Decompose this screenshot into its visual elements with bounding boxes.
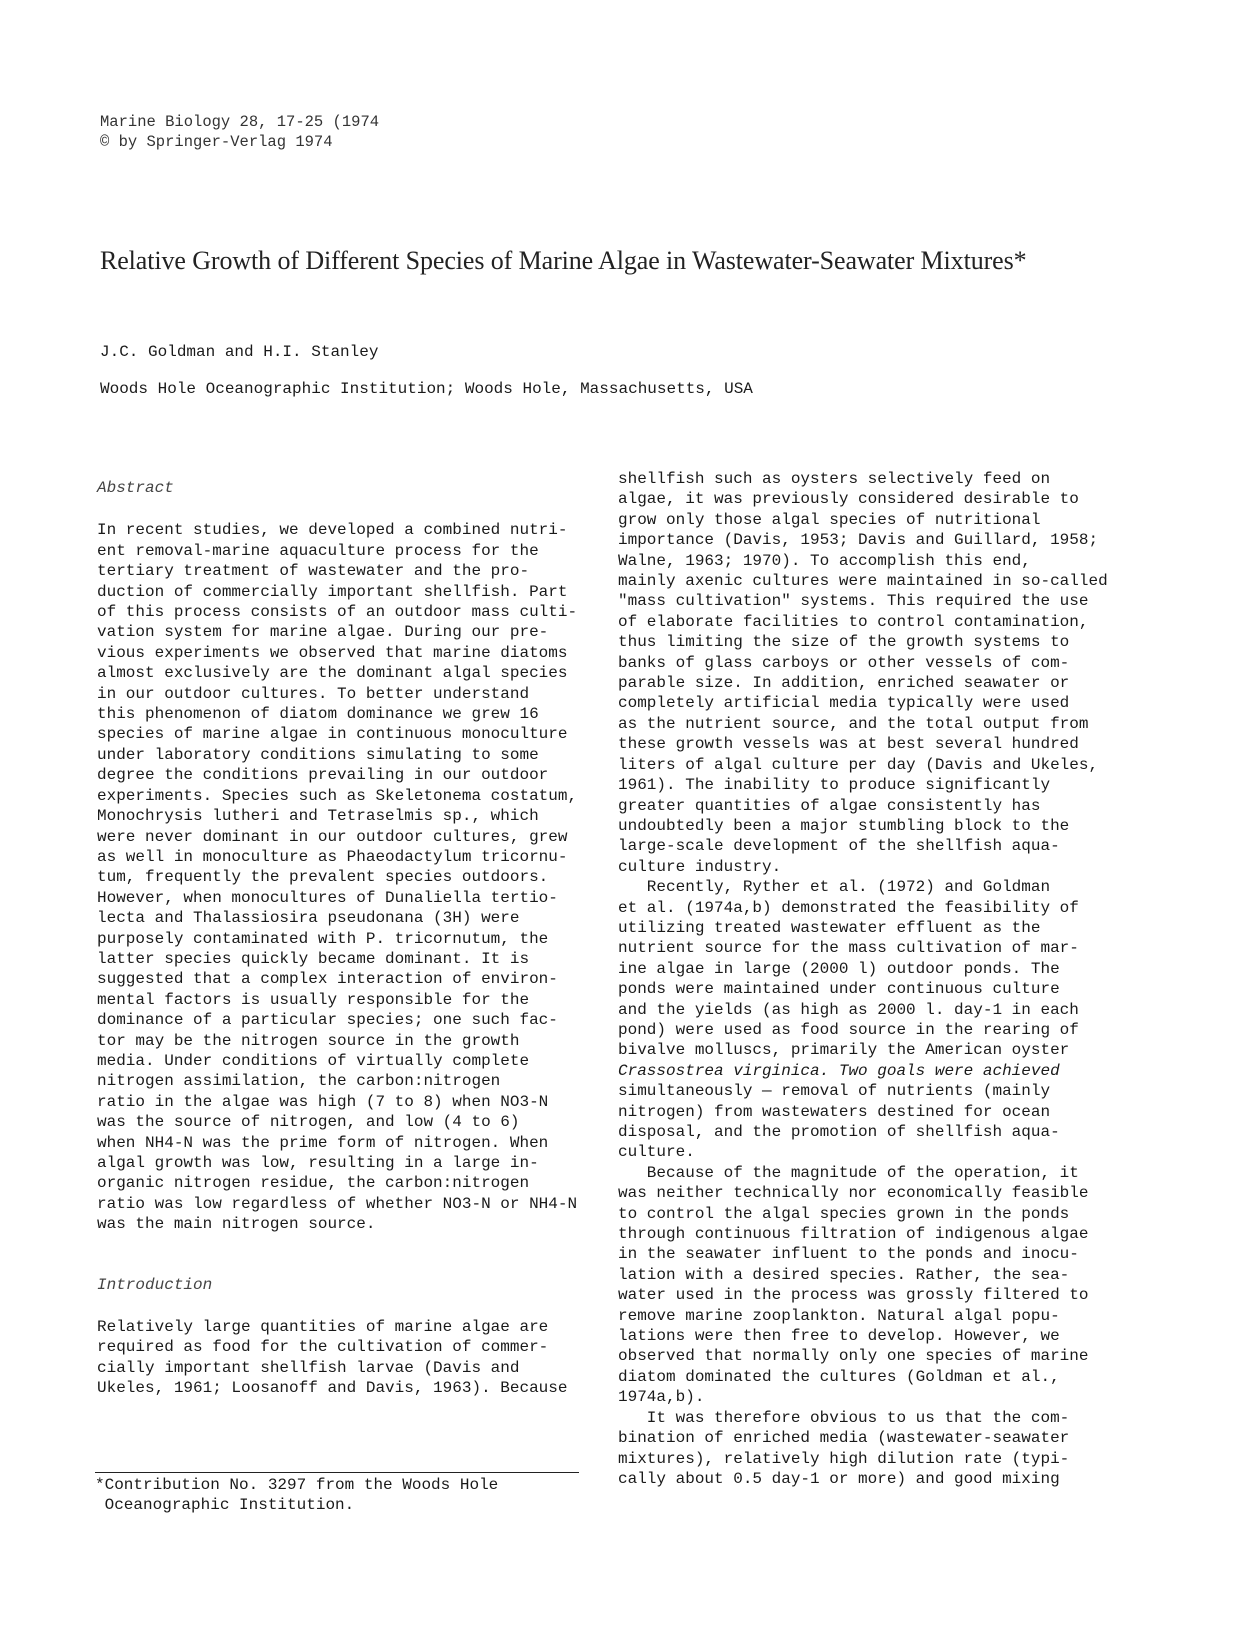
intro-line: Relatively large quantities of marine algae are	[97, 1318, 549, 1337]
abstract-line: ent removal-marine aquaculture process for the	[97, 541, 539, 560]
body-line: in the seawater influent to the ponds and inocu-	[618, 1245, 1079, 1264]
left-column	[97, 478, 617, 1399]
abstract-line: purposely contaminated with P. tricornutum, the	[97, 929, 549, 948]
abstract-line: vation system for marine algae. During our pre-	[97, 623, 549, 642]
body-line: observed that normally only one species of marine	[618, 1347, 1089, 1366]
abstract-line: nitrogen assimilation, the carbon:nitrogen	[97, 1072, 501, 1091]
paragraph-4	[618, 1408, 1138, 1490]
intro-line: required as food for the cultivation of commer-	[97, 1338, 549, 1357]
abstract-line: almost exclusively are the dominant algal species	[97, 664, 568, 683]
footnote-line: Oceanographic Institution.	[95, 1496, 355, 1514]
body-line: Crassostrea virginica. Two goals were achieved	[618, 1061, 1060, 1080]
abstract-line: mental factors is usually responsible for the	[97, 990, 530, 1009]
body-line: and the yields (as high as 2000 l. day-1 in each	[618, 1000, 1079, 1019]
abstract-line: ratio was low regardless of whether NO3-N or NH4-N	[97, 1194, 578, 1213]
right-column	[618, 469, 1138, 1489]
paragraph-2	[618, 877, 1138, 1163]
abstract-line: this phenomenon of diatom dominance we grew 16	[97, 705, 539, 724]
body-line: mainly axenic cultures were maintained in so-called	[618, 572, 1108, 591]
abstract-line: However, when monocultures of Dunaliella tertio-	[97, 888, 558, 907]
abstract-line: In recent studies, we developed a combined nutri-	[97, 521, 568, 540]
body-line: mixtures), relatively high dilution rate (typi-	[618, 1449, 1070, 1468]
body-line: It was therefore obvious to us that the com-	[618, 1408, 1070, 1427]
body-line: remove marine zooplankton. Natural algal popu-	[618, 1306, 1060, 1325]
abstract-line: in our outdoor cultures. To better understand	[97, 684, 530, 703]
abstract-line: duction of commercially important shellfish. Part	[97, 582, 568, 601]
body-line: was neither technically nor economically feasible	[618, 1184, 1089, 1203]
intro-line: cially important shellfish larvae (Davis and	[97, 1358, 520, 1377]
authors: J.C. Goldman and H.I. Stanley	[100, 343, 379, 361]
abstract-line: was the source of nitrogen, and low (4 to 6)	[97, 1113, 520, 1132]
abstract-line: dominance of a particular species; one such fac-	[97, 1011, 558, 1030]
journal-citation	[100, 112, 379, 152]
body-line: "mass cultivation" systems. This required the use	[618, 592, 1089, 611]
introduction-body	[97, 1317, 617, 1399]
body-line: Because of the magnitude of the operation, it	[618, 1163, 1079, 1182]
body-line: pond) were used as food source in the rearing of	[618, 1020, 1079, 1039]
footnote-divider	[95, 1472, 579, 1473]
paragraph-1	[618, 469, 1138, 877]
abstract-line: when NH4-N was the prime form of nitrogen. When	[97, 1133, 549, 1152]
body-line: completely artificial media typically were used	[618, 694, 1070, 713]
introduction-heading: Introduction	[97, 1275, 213, 1294]
body-line: large-scale development of the shellfish aqua-	[618, 837, 1060, 856]
abstract-line: tum, frequently the prevalent species outdoors.	[97, 868, 549, 887]
body-line: through continuous filtration of indigenous algae	[618, 1225, 1089, 1244]
affiliation: Woods Hole Oceanographic Institution; Woods Hole, Massachusetts, USA	[100, 380, 753, 398]
body-line: water used in the process was grossly filtered to	[618, 1286, 1089, 1305]
abstract-line: media. Under conditions of virtually complete	[97, 1051, 530, 1070]
body-line: Recently, Ryther et al. (1972) and Goldman	[618, 878, 1051, 897]
abstract-line: suggested that a complex interaction of environ-	[97, 970, 558, 989]
body-line: importance (Davis, 1953; Davis and Guillard, 1958;	[618, 531, 1099, 550]
body-line: parable size. In addition, enriched seawater or	[618, 674, 1070, 693]
abstract-line: tor may be the nitrogen source in the growth	[97, 1031, 520, 1050]
abstract-body	[97, 520, 617, 1234]
body-line: disposal, and the promotion of shellfish aqua-	[618, 1123, 1060, 1141]
abstract-heading: Abstract	[97, 479, 174, 497]
body-line: Walne, 1963; 1970). To accomplish this end,	[618, 551, 1031, 570]
body-line: to control the algal species grown in the ponds	[618, 1204, 1070, 1223]
body-line: simultaneously — removal of nutrients (mainly	[618, 1082, 1051, 1101]
body-line: liters of algal culture per day (Davis and Ukeles,	[618, 755, 1099, 774]
abstract-line: vious experiments we observed that marine diatoms	[97, 643, 568, 662]
body-line: these growth vessels was at best several hundred	[618, 735, 1079, 754]
abstract-line: experiments. Species such as Skeletonema costatum,	[97, 786, 578, 805]
abstract-line: was the main nitrogen source.	[97, 1215, 376, 1234]
body-line: nutrient source for the mass cultivation of mar-	[618, 939, 1079, 958]
abstract-line: lecta and Thalassiosira pseudonana (3H) were	[97, 909, 520, 928]
body-line: undoubtedly been a major stumbling block to the	[618, 816, 1070, 835]
abstract-line: ratio in the algae was high (7 to 8) when NO3-N	[97, 1092, 549, 1111]
paragraph-3	[618, 1163, 1138, 1408]
body-line: ine algae in large (2000 l) outdoor ponds. The	[618, 959, 1060, 978]
intro-line: Ukeles, 1961; Loosanoff and Davis, 1963). Because	[97, 1379, 568, 1398]
abstract-line: algal growth was low, resulting in a large in-	[97, 1154, 539, 1172]
body-line: banks of glass carboys or other vessels of com-	[618, 653, 1070, 672]
body-line: thus limiting the size of the growth systems to	[618, 633, 1070, 652]
abstract-line: latter species quickly became dominant. It is	[97, 949, 530, 968]
abstract-line: under laboratory conditions simulating to some	[97, 745, 539, 764]
abstract-line: of this process consists of an outdoor mass culti-	[97, 603, 578, 622]
body-line: 1961). The inability to produce significantly	[618, 776, 1051, 795]
abstract-line: organic nitrogen residue, the carbon:nitrogen	[97, 1174, 530, 1193]
copyright-line: © by Springer-Verlag 1974	[100, 133, 333, 151]
footnote	[95, 1475, 498, 1515]
body-line: culture.	[618, 1143, 695, 1162]
body-line: 1974a,b).	[618, 1388, 705, 1407]
body-line: shellfish such as oysters selectively feed on	[618, 470, 1051, 488]
body-line: algae, it was previously considered desirable to	[618, 490, 1079, 509]
body-line: utilizing treated wastewater effluent as the	[618, 918, 1041, 937]
body-line: as the nutrient source, and the total output from	[618, 714, 1089, 733]
abstract-line: Monochrysis lutheri and Tetraselmis sp., which	[97, 807, 539, 826]
body-line: lations were then free to develop. However, we	[618, 1327, 1060, 1346]
journal-volume: Marine Biology 28, 17-25 (1974	[100, 113, 380, 131]
body-line: nitrogen) from wastewaters destined for ocean	[618, 1102, 1051, 1121]
body-line: bivalve molluscs, primarily the American oyster	[618, 1041, 1070, 1060]
body-line: culture industry.	[618, 857, 782, 876]
paper-title: Relative Growth of Different Species of Marine Algae in Wastewater-Seawater Mixtures*	[100, 246, 1027, 275]
body-line: of elaborate facilities to control contamination,	[618, 612, 1089, 631]
abstract-line: were never dominant in our outdoor cultures, grew	[97, 827, 568, 846]
body-line: ponds were maintained under continuous culture	[618, 980, 1060, 999]
footnote-line: *Contribution No. 3297 from the Woods Hole	[95, 1476, 499, 1494]
body-line: grow only those algal species of nutritional	[618, 510, 1041, 529]
abstract-line: tertiary treatment of wastewater and the pro-	[97, 562, 530, 581]
abstract-line: as well in monoculture as Phaeodactylum tricornu-	[97, 847, 568, 866]
body-line: greater quantities of algae consistently has	[618, 796, 1041, 815]
abstract-line: degree the conditions prevailing in our outdoor	[97, 766, 549, 785]
body-line: bination of enriched media (wastewater-seawater	[618, 1429, 1070, 1448]
body-line: lation with a desired species. Rather, the sea-	[618, 1265, 1070, 1284]
body-line: cally about 0.5 day-1 or more) and good mixing	[618, 1469, 1060, 1488]
body-line: diatom dominated the cultures (Goldman et al.,	[618, 1367, 1060, 1386]
body-line: et al. (1974a,b) demonstrated the feasibility of	[618, 898, 1079, 917]
abstract-line: species of marine algae in continuous monoculture	[97, 725, 568, 744]
